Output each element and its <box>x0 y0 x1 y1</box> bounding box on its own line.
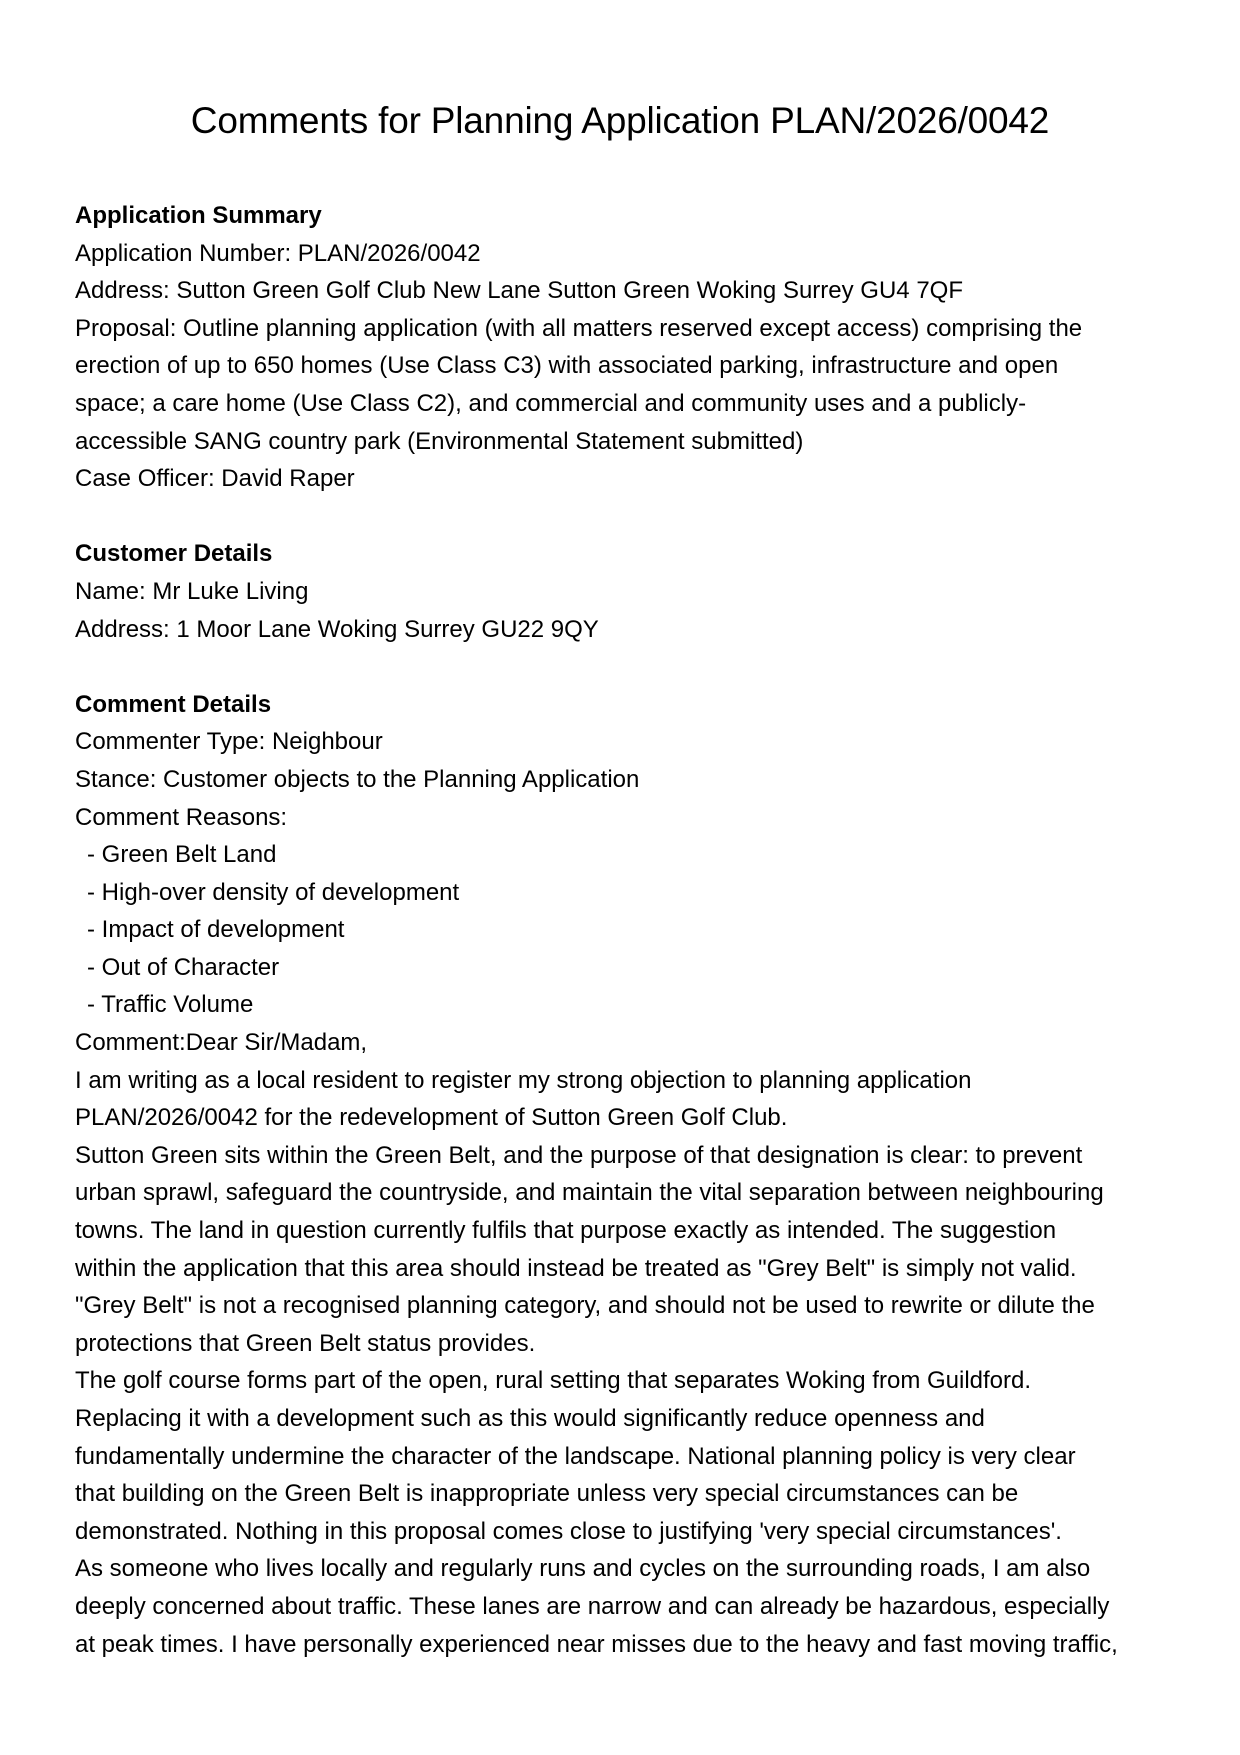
comment-reason-item: - Impact of development <box>87 916 345 944</box>
comment-line: at peak times. I have personally experienced near misses due to the heavy and fast moving traffic, <box>75 1630 1118 1658</box>
customer-details-section <box>75 535 1165 648</box>
comment-line: Sutton Green sits within the Green Belt, and the purpose of that designation is clear: to prevent <box>75 1141 1083 1169</box>
commenter-type: Commenter Type: Neighbour <box>75 728 383 756</box>
comment-reasons-label: Comment Reasons: <box>75 803 288 831</box>
comment-line: Replacing it with a development such as this would significantly reduce openness and <box>75 1405 985 1432</box>
comment-line: fundamentally undermine the character of the landscape. National planning policy is very clear <box>75 1442 1076 1470</box>
proposal-line: Proposal: Outline planning application (with all matters reserved except access) comprising the <box>75 314 1083 342</box>
comment-details-heading: Comment Details <box>75 690 272 718</box>
comment-line: PLAN/2026/0042 for the redevelopment of Sutton Green Golf Club. <box>75 1104 788 1132</box>
comment-line: The golf course forms part of the open, rural setting that separates Woking from Guildford. <box>75 1367 1032 1395</box>
document-body <box>75 197 1165 1663</box>
case-officer: Case Officer: David Raper <box>75 465 355 493</box>
comment-line: within the application that this area should instead be treated as "Grey Belt" is simply not valid. <box>75 1254 1077 1282</box>
comment-details-section <box>75 686 1165 1663</box>
comment-reason-item: - Green Belt Land <box>87 841 277 869</box>
comment-line: As someone who lives locally and regularly runs and cycles on the surrounding roads, I am also <box>75 1555 1091 1583</box>
comment-line: "Grey Belt" is not a recognised planning category, and should not be used to rewrite or dilute the <box>75 1292 1095 1320</box>
comment-line: protections that Green Belt status provides. <box>75 1329 536 1357</box>
comment-line: demonstrated. Nothing in this proposal comes close to justifying 'very special circumstances'. <box>75 1517 1062 1545</box>
application-summary-section <box>75 197 1165 498</box>
comment-reason-item: - Traffic Volume <box>87 991 254 1019</box>
proposal-line: erection of up to 650 homes (Use Class C3) with associated parking, infrastructure and open <box>75 352 1059 380</box>
proposal-line: space; a care home (Use Class C2), and commercial and community uses and a publicly- <box>75 389 1027 417</box>
comment-line: I am writing as a local resident to register my strong objection to planning application <box>75 1066 972 1094</box>
comment-line: towns. The land in question currently fulfils that purpose exactly as intended. The suggestion <box>75 1217 1057 1245</box>
section-spacer <box>75 648 1165 686</box>
application-summary-heading: Application Summary <box>75 202 322 229</box>
comment-reason-item: - High-over density of development <box>87 878 460 906</box>
comment-line: urban sprawl, safeguard the countryside, and maintain the vital separation between neighbouring <box>75 1179 1104 1207</box>
application-number: Application Number: PLAN/2026/0042 <box>75 239 481 267</box>
comment-line: Comment:Dear Sir/Madam, <box>75 1029 368 1057</box>
proposal-line: accessible SANG country park (Environmental Statement submitted) <box>75 427 804 455</box>
section-spacer <box>75 498 1165 536</box>
customer-address: Address: 1 Moor Lane Woking Surrey GU22 9QY <box>75 615 599 643</box>
comment-text <box>75 1024 1165 1663</box>
page-title: Comments for Planning Application PLAN/2026/0042 <box>190 100 1050 141</box>
customer-details-heading: Customer Details <box>75 540 273 568</box>
customer-name: Name: Mr Luke Living <box>75 577 309 605</box>
comment-line: deeply concerned about traffic. These lanes are narrow and can already be hazardous, especially <box>75 1592 1110 1620</box>
application-address: Address: Sutton Green Golf Club New Lane Sutton Green Woking Surrey GU4 7QF <box>75 277 963 305</box>
stance: Stance: Customer objects to the Planning Application <box>75 765 640 793</box>
comment-reason-item: - Out of Character <box>87 953 280 981</box>
comment-line: that building on the Green Belt is inappropriate unless very special circumstances can be <box>75 1480 1019 1508</box>
